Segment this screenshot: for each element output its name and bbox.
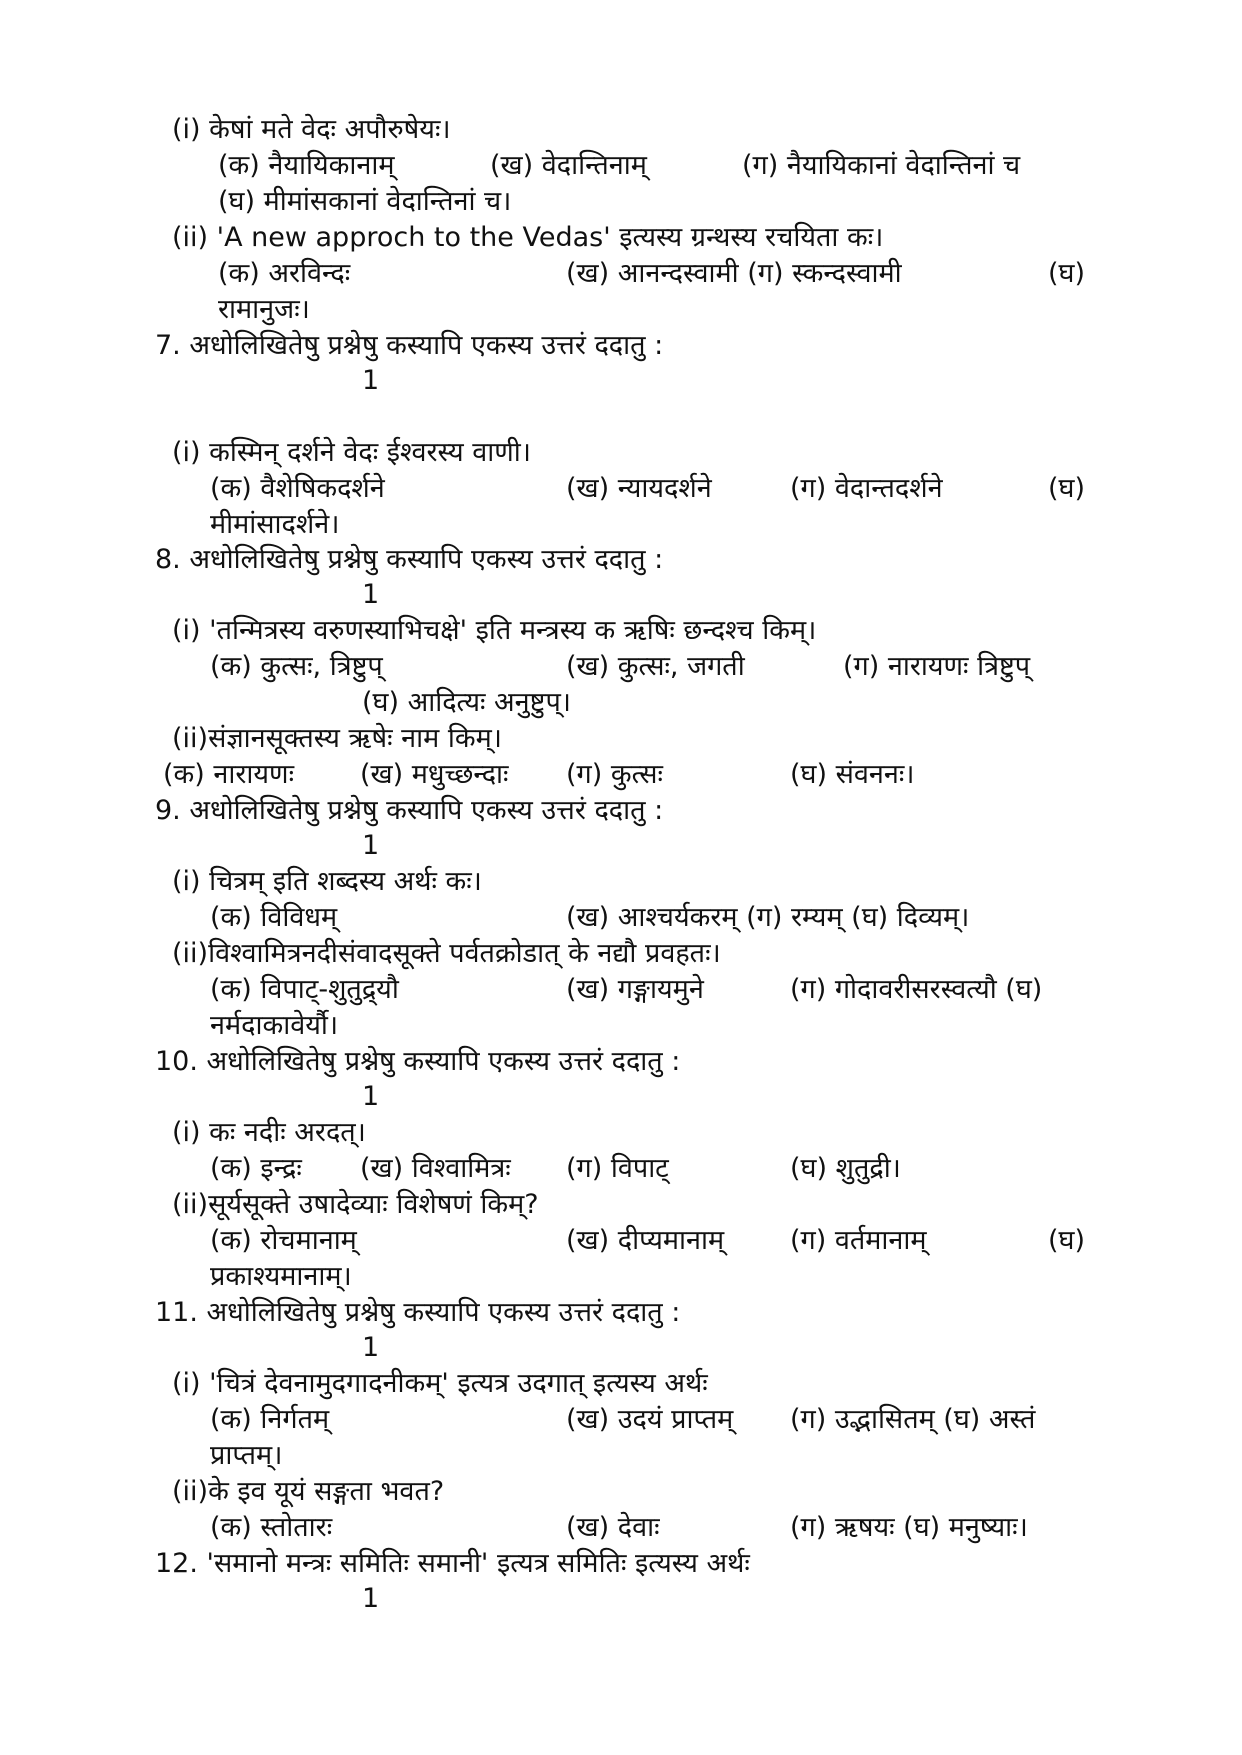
q7-i-option-gha: (घ) [1048,473,1086,504]
q6-i-question: (i) केषां मते वेदः अपौरुषेयः। [172,114,451,145]
q8-ii-option-ka: (क) नारायणः [163,759,295,790]
q10-i-option-kha: (ख) विश्वामित्रः [360,1153,511,1184]
q11-i-option-kha: (ख) उदयं प्राप्तम् [566,1404,734,1435]
q8-ii-option-kha: (ख) मधुच्छन्दाः [360,759,509,790]
q8-marks: 1 [362,579,380,610]
q11-i-question: (i) 'चित्रं देवनामुदगादनीकम्' इत्यत्र उदगात् इत्यस्य अर्थः [172,1368,708,1399]
q10-i-option-ga: (ग) विपाट् [566,1153,669,1184]
q9-ii-option-ga-gha: (ग) गोदावरीसरस्वत्यौ (घ) [790,974,1043,1005]
q8-ii-option-gha: (घ) संवननः। [790,759,915,790]
q6-ii-option-gha-text: रामानुजः। [218,294,310,325]
q9-i-question: (i) चित्रम् इति शब्दस्य अर्थः कः। [172,866,482,897]
q9-ii-option-gha-text: नर्मदाकावेर्यौ। [210,1010,339,1041]
q11-i-option-ga-gha: (ग) उद्भासितम् (घ) अस्तं [790,1404,1036,1435]
q8-ii-question: (ii)संज्ञानसूक्तस्य ऋषेः नाम किम्। [172,723,502,754]
q7-i-question: (i) कस्मिन् दर्शने वेदः ईश्वरस्य वाणी। [172,437,532,468]
q8-heading: 8. अधोलिखितेषु प्रश्नेषु कस्यापि एकस्य उत्तरं ददातु : [155,544,664,575]
q8-i-option-ka: (क) कुत्सः, त्रिष्टुप् [210,651,383,682]
q8-i-option-gha: (घ) आदित्यः अनुष्टुप्। [362,687,572,718]
q10-i-question: (i) कः नदीः अरदत्। [172,1117,366,1148]
q7-i-option-ka: (क) वैशेषिकदर्शने [210,473,385,504]
q7-i-option-gha-text: मीमांसादर्शने। [210,509,340,540]
q11-ii-option-ga-gha: (ग) ऋषयः (घ) मनुष्याः। [790,1512,1028,1543]
q12-heading: 12. 'समानो मन्त्रः समितिः समानी' इत्यत्र समितिः इत्यस्य अर्थः [155,1548,750,1579]
q8-i-question: (i) 'तन्मित्रस्य वरुणस्याभिचक्षे' इति मन्त्रस्य क ऋषिः छन्दश्च किम्। [172,615,817,646]
q6-i-option-gha: (घ) मीमांसकानां वेदान्तिनां च। [218,186,512,217]
q11-heading: 11. अधोलिखितेषु प्रश्नेषु कस्यापि एकस्य उत्तरं ददातु : [155,1297,681,1328]
q11-ii-option-ka: (क) स्तोतारः [210,1512,333,1543]
q7-heading: 7. अधोलिखितेषु प्रश्नेषु कस्यापि एकस्य उत्तरं ददातु : [155,330,664,361]
q7-i-option-kha: (ख) न्यायदर्शने [566,473,712,504]
q11-i-option-ka: (क) निर्गतम् [210,1404,330,1435]
q10-i-option-gha: (घ) शुतुद्री। [790,1153,901,1184]
q11-ii-question: (ii)के इव यूयं सङ्गता भवत? [172,1476,445,1507]
q6-i-option-ka: (क) नैयायिकानाम् [218,150,395,181]
q9-ii-option-ka: (क) विपाट्-शुतुद्र्यौ [210,974,399,1005]
q7-i-option-ga: (ग) वेदान्तदर्शने [790,473,943,504]
q10-i-option-ka: (क) इन्द्रः [210,1153,302,1184]
q8-i-option-ga: (ग) नारायणः त्रिष्टुप् [843,651,1031,682]
q6-i-option-ga: (ग) नैयायिकानां वेदान्तिनां च [742,150,1021,181]
q11-i-option-gha-text: प्राप्तम्। [210,1440,283,1471]
q9-ii-option-kha: (ख) गङ्गायमुने [566,974,704,1005]
q9-i-option-ka: (क) विविधम् [210,902,338,933]
q10-ii-question: (ii)सूर्यसूक्ते उषादेव्याः विशेषणं किम्? [172,1189,539,1220]
q9-ii-question: (ii)विश्वामित्रनदीसंवादसूक्ते पर्वतक्रोडात् के नद्यौ प्रवहतः। [172,938,721,969]
q10-ii-option-ga: (ग) वर्तमानाम् [790,1225,927,1256]
q9-heading: 9. अधोलिखितेषु प्रश्नेषु कस्यापि एकस्य उत्तरं ददातु : [155,795,664,826]
q10-ii-option-ka: (क) रोचमानाम् [210,1225,357,1256]
q9-marks: 1 [362,830,380,861]
q11-marks: 1 [362,1332,380,1363]
q9-i-option-kha-ga-gha: (ख) आश्चर्यकरम् (ग) रम्यम् (घ) दिव्यम्। [566,902,970,933]
q10-ii-option-kha: (ख) दीप्यमानाम् [566,1225,725,1256]
q8-i-option-kha: (ख) कुत्सः, जगती [566,651,745,682]
q6-ii-option-gha: (घ) [1048,258,1086,289]
q6-ii-option-ka: (क) अरविन्दः [218,258,351,289]
q10-ii-option-gha: (घ) [1048,1225,1086,1256]
q7-marks: 1 [362,365,380,396]
q12-marks: 1 [362,1583,380,1614]
q6-ii-question: (ii) 'A new approch to the Vedas' इत्यस्य ग्रन्थस्य रचयिता कः। [172,222,884,253]
q6-i-option-kha: (ख) वेदान्तिनाम् [490,150,647,181]
q11-ii-option-kha: (ख) देवाः [566,1512,660,1543]
q6-ii-option-kha-ga: (ख) आनन्दस्वामी (ग) स्कन्दस्वामी [566,258,902,289]
q10-ii-option-gha-text: प्रकाश्यमानाम्। [210,1261,352,1292]
q8-ii-option-ga: (ग) कुत्सः [566,759,664,790]
q10-heading: 10. अधोलिखितेषु प्रश्नेषु कस्यापि एकस्य उत्तरं ददातु : [155,1046,681,1077]
q10-marks: 1 [362,1081,380,1112]
